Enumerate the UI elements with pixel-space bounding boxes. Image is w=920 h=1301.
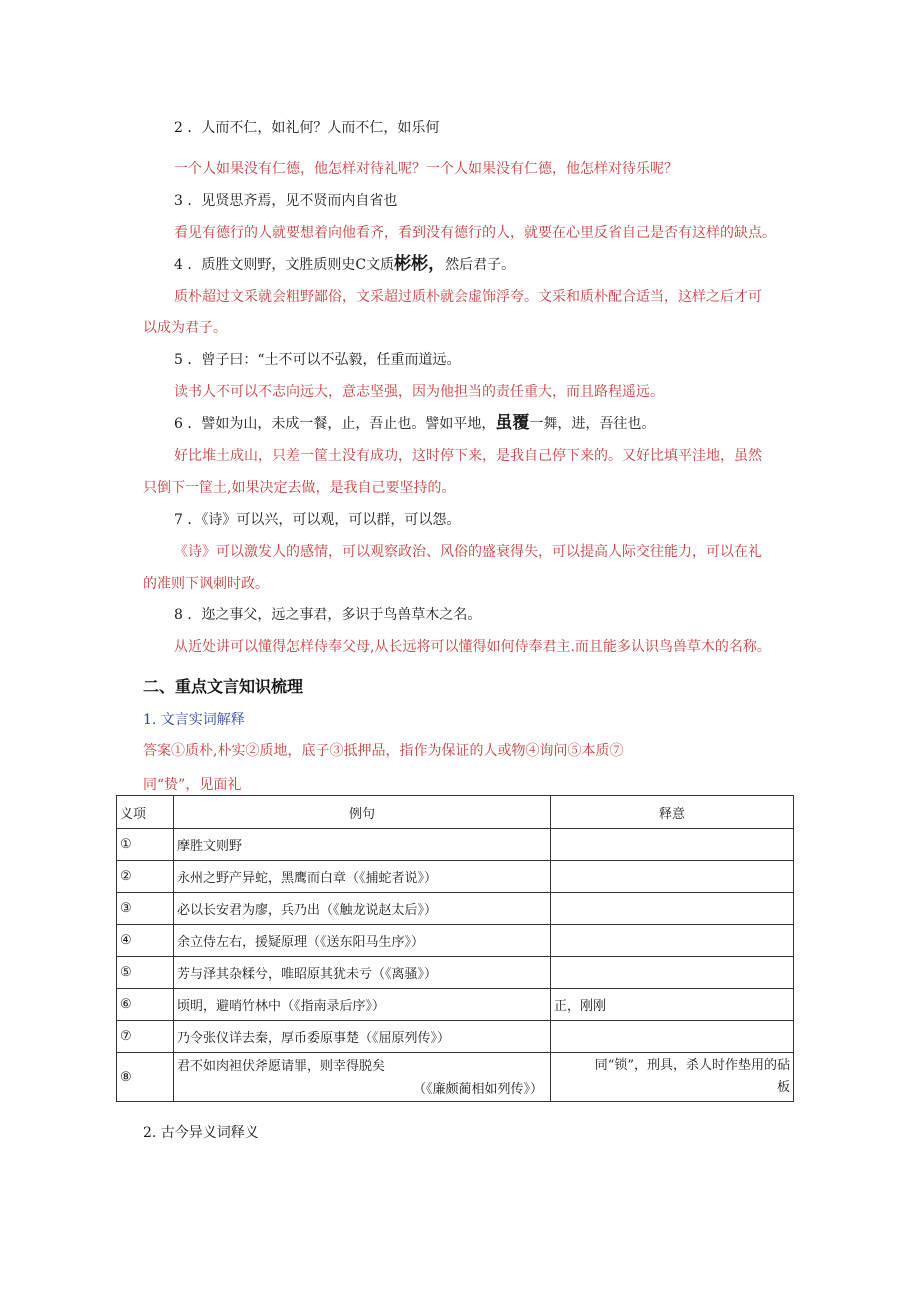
passage-6-translation-line2: 只倒下一筐土,如果决定去做，是我自己要坚持的。 — [143, 480, 456, 496]
row-meaning-line2: 板 — [776, 1080, 790, 1095]
table-row — [117, 989, 794, 1021]
passage-3-translation: 看见有德行的人就要想着向他看齐，看到没有德行的人，就要在心里反省自己是否有这样的缺点。 — [174, 225, 776, 241]
row-example: 必以长安君为廖，兵乃出（《触龙说赵太后》） — [174, 893, 551, 925]
passage-7-translation-line1: 《诗》可以激发人的感情，可以观察政治、风俗的盛衰得失，可以提高人际交往能力，可以在礼 — [174, 544, 762, 560]
passage-3-source: 3 ．见贤思齐焉，见不贤而内自省也 — [174, 193, 398, 209]
subsection-content-words: 1. 文言实词解释 — [143, 712, 245, 728]
passage-4-source-a: 4 ．质胜文则野，文胜质则史C文质 — [174, 257, 395, 273]
row-example: 摩胜文则野 — [174, 829, 551, 861]
row-meaning — [551, 1021, 794, 1053]
passage-6-translation-line1: 好比堆土成山，只差一筐土没有成功，这时停下来，是我自己停下来的。又好比填平洼地，虽然 — [174, 448, 762, 464]
row-number: ② — [117, 861, 174, 893]
table-row — [117, 829, 794, 861]
row-meaning — [551, 1053, 794, 1102]
row-example — [174, 1053, 551, 1102]
row-example-citation: （《廉颇蔺相如列传》） — [412, 1082, 543, 1097]
row-example: 乃令张仪详去秦，厚币委原事楚（《屈原列传》） — [174, 1021, 551, 1053]
passage-6-source-big: 虽覆 — [495, 413, 530, 433]
row-example: 余立侍左右，援疑原理（《送东阳马生序》） — [174, 925, 551, 957]
passage-2-source: 2 ．人而不仁，如礼何？人而不仁，如乐何 — [174, 120, 440, 136]
row-number: ③ — [117, 893, 174, 925]
row-number: ⑦ — [117, 1021, 174, 1053]
passage-5-source: 5 ．曾子曰：“土不可以不弘毅，任重而道远。 — [174, 352, 461, 368]
passage-5-translation: 读书人不可以不志向远大，意志坚强，因为他担当的责任重大，而且路程遥远。 — [174, 384, 664, 400]
row-example: 芳与泽其杂糅兮，唯昭原其犹未亏（《离骚》） — [174, 957, 551, 989]
answer-line-1: 答案①质朴,朴实②质地，底子③抵押品，指作为保证的人或物④询问⑤本质⑦ — [143, 743, 624, 759]
header-meaning: 释意 — [551, 796, 794, 829]
row-meaning — [551, 957, 794, 989]
table-row — [117, 861, 794, 893]
passage-4-source — [174, 254, 515, 275]
row-number: ⑧ — [117, 1053, 174, 1102]
table-row — [117, 893, 794, 925]
header-sense: 义项 — [117, 796, 174, 829]
passage-4-source-b: 然后君子。 — [445, 257, 516, 273]
row-meaning — [551, 861, 794, 893]
row-example: 永州之野产异蛇，黑鹰而白章（《捕蛇者说》） — [174, 861, 551, 893]
row-example: 顷明，避哨竹林中（《指南录后序》） — [174, 989, 551, 1021]
row-number: ⑤ — [117, 957, 174, 989]
passage-6-source — [174, 413, 655, 434]
row-meaning — [551, 893, 794, 925]
row-number: ① — [117, 829, 174, 861]
row-meaning — [551, 829, 794, 861]
section-heading: 二、重点文言知识梳理 — [143, 677, 304, 696]
row-meaning-line1: 同“锁”，刑具，杀人时作垫用的砧 — [594, 1058, 790, 1073]
passage-4-translation-line2: 以成为君子。 — [143, 320, 227, 336]
header-example: 例句 — [174, 796, 551, 829]
row-number: ⑥ — [117, 989, 174, 1021]
answer-line-2: 同“贽”，见面礼 — [143, 777, 242, 793]
passage-4-translation-line1: 质朴超过文采就会粗野鄙俗，文采超过质朴就会虚饰浮夸。文采和质朴配合适当，这样之后才可 — [174, 289, 762, 305]
passage-8-translation: 从近处讲可以懂得怎样侍奉父母,从长远将可以懂得如何侍奉君主.而且能多认识鸟兽草木的名称。 — [174, 639, 771, 655]
table-row — [117, 925, 794, 957]
passage-6-source-a: 6 ．譬如为山，未成一餐，止，吾止也。譬如平地， — [174, 416, 496, 432]
table-row — [117, 1053, 794, 1102]
vocabulary-table — [116, 795, 794, 1102]
subsection-ancient-modern: 2. 古今异义词释义 — [143, 1125, 259, 1141]
passage-4-source-big: 彬彬， — [394, 254, 446, 274]
row-meaning — [551, 925, 794, 957]
passage-8-source: 8 ．迩之事父，远之事君，多识于鸟兽草木之名。 — [174, 607, 482, 623]
row-meaning: 正，刚刚 — [551, 989, 794, 1021]
table-row — [117, 1021, 794, 1053]
passage-7-source: 7 ．《诗》可以兴，可以观，可以群，可以怨。 — [174, 512, 461, 528]
row-example-text: 君不如肉袒伏斧愿请罪，则幸得脱矣 — [177, 1059, 386, 1074]
passage-6-source-b: 一舞，进，吾往也。 — [529, 416, 656, 432]
passage-7-translation-line2: 的准则下讽刺时政。 — [143, 576, 269, 592]
row-number: ④ — [117, 925, 174, 957]
table-row — [117, 957, 794, 989]
passage-2-translation: 一个人如果没有仁德，他怎样对待礼呢？一个人如果没有仁德，他怎样对待乐呢？ — [174, 161, 678, 177]
table-header-row — [117, 796, 794, 829]
